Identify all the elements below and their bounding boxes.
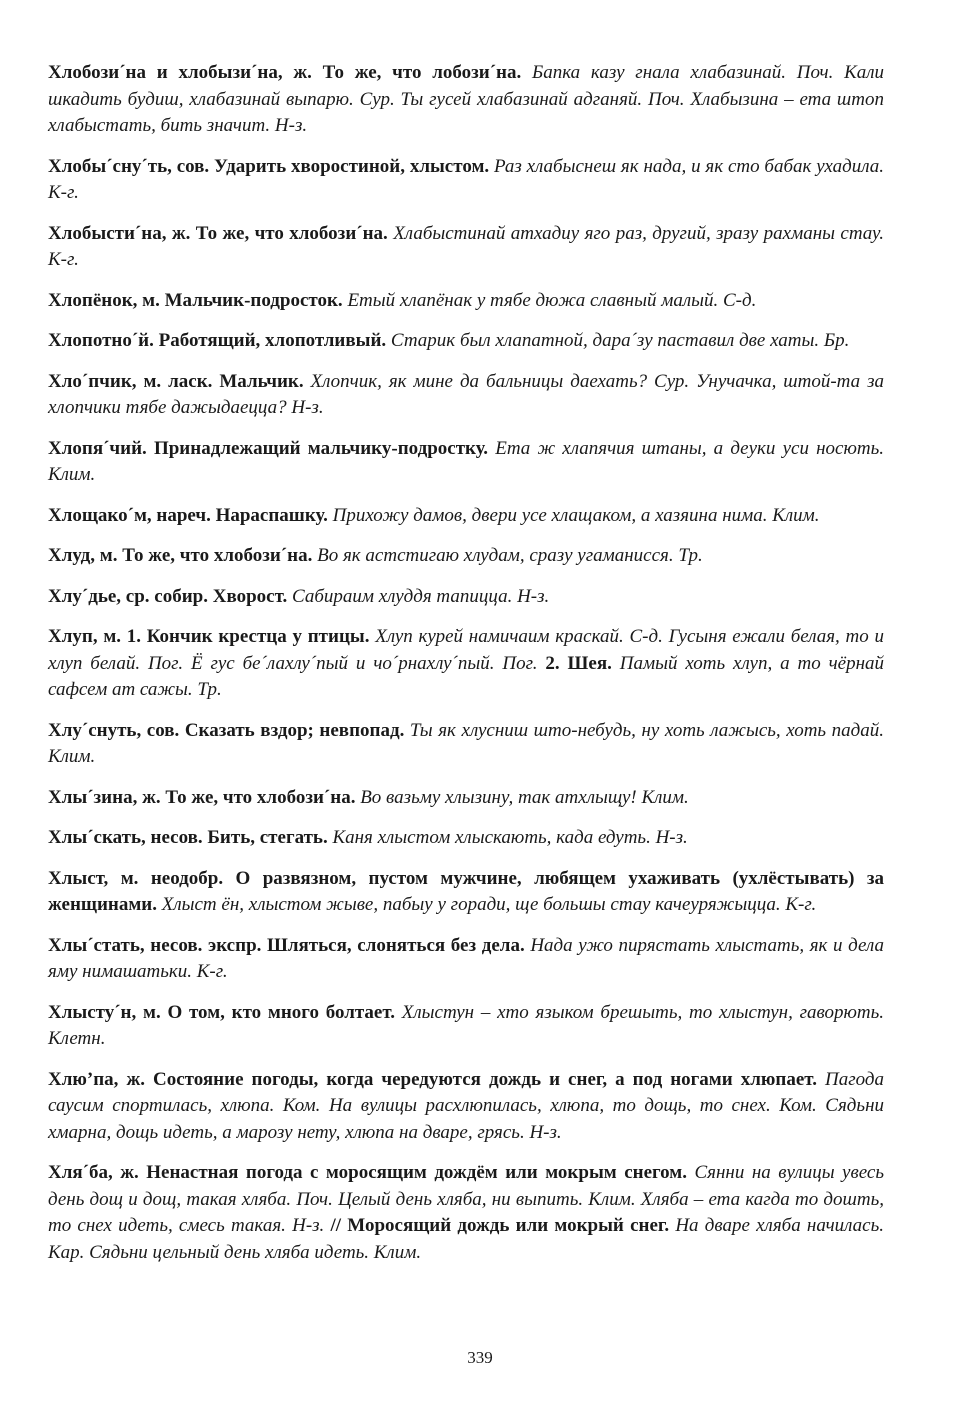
entry-headword-definition: Хлуп, м. 1. Кончик крестца у птицы. xyxy=(48,626,376,647)
entry-headword-definition: 2. Шея. xyxy=(545,652,620,674)
entry-headword-definition: Хля´ба, ж. Ненастная погода с моросящим дождём или мокрым снегом. xyxy=(48,1162,695,1183)
entry-example: Ты як хлусниш што-небудь, ну хоть лажысь, хоть падай. Клим. xyxy=(48,719,884,767)
entry-headword-definition: Хлю’па, ж. Состояние погоды, когда чередуются дождь и снег, а под ногами хлюпает. xyxy=(48,1068,825,1090)
entry-example: Во вазьму хлызину, так атхлыщу! Клим. xyxy=(360,786,689,808)
dictionary-entry xyxy=(48,624,884,704)
dictionary-entry xyxy=(48,288,884,315)
dictionary-entry xyxy=(48,436,884,489)
dictionary-entry xyxy=(48,154,884,207)
entry-headword-definition: Хлу´дье, ср. собир. Хворост. xyxy=(48,585,293,607)
dictionary-entry xyxy=(48,584,884,611)
dictionary-entry xyxy=(48,221,884,274)
dictionary-entry xyxy=(48,369,884,422)
dictionary-entry xyxy=(48,718,884,771)
entry-example: Сянни на вулицы увесь день дощ и дощ, такая хляба. Поч. Целый день хляба, ни выпить. Клим. Хляба – ета кагда то дошть, то снех идеть, смесь такая. Н-з. xyxy=(48,1162,884,1236)
entry-headword-definition: // Моросящий дождь или мокрый снег. xyxy=(330,1215,676,1236)
dictionary-entry xyxy=(48,328,884,355)
entry-example: Пагода саусим спортилась, хлюпа. Ком. На вулицы расхлюпилась, хлюпа, то дощь, то снех. Ком. Сядьни хмарна, дощь идеть, а марозу нету, хлюпа на дваре, грясь. Н-з. xyxy=(48,1068,884,1143)
entry-example: Хлыстун – хто языком брешыть, то хлыстун, гаворють. Клетн. xyxy=(48,1001,884,1049)
entry-headword-definition: Хлопотно´й. Работящий, хлопотливый. xyxy=(48,330,391,351)
dictionary-entry xyxy=(48,825,884,852)
dictionary-page xyxy=(48,60,884,1280)
entry-example: Прихожу дамов, двери усе хлащаком, а хазяина нима. Клим. xyxy=(332,504,820,526)
entry-headword-definition: Хлы´стать, несов. экспр. Шляться, слоняться без дела. xyxy=(48,934,531,956)
dictionary-entry xyxy=(48,60,884,140)
entry-example: Во як астстигаю хлудам, сразу угаманисся. Тр. xyxy=(317,545,703,566)
entry-headword-definition: Хлобысти´на, ж. То же, что хлобози´на. xyxy=(48,222,394,244)
dictionary-entry xyxy=(48,1067,884,1147)
entry-example: Памый хоть хлуп, а то чёрнай сафсем ат сажы. Тр. xyxy=(48,652,885,700)
entry-example: Етый хлапёнак у тябе дюжа славный малый. С-д. xyxy=(347,289,757,311)
entry-example: Сабираим хлуддя тапицца. Н-з. xyxy=(292,585,550,607)
entry-headword-definition: Хлу´снуть, сов. Сказать вздор; невпопад. xyxy=(48,719,410,741)
entry-headword-definition: Хлобози´на и хлобызи´на, ж. То же, что лобози´на. xyxy=(48,62,533,83)
entry-example: Хлабыстинай атхадиу яго раз, другий, зразу рахманы стау. К-г. xyxy=(48,222,885,270)
entry-headword-definition: Хлобы´сну´ть, сов. Ударить хворостиной, хлыстом. xyxy=(48,155,494,177)
dictionary-entry xyxy=(48,866,884,919)
entry-example: Ета ж хлапячия штаны, а деуки уси носють. Клим. xyxy=(48,437,884,485)
dictionary-entries xyxy=(48,60,884,1266)
entry-headword-definition: Хлопя´чий. Принадлежащий мальчику-подростку. xyxy=(48,437,496,459)
entry-example: Старик был хлапатной, дара´зу паставил две хаты. Бр. xyxy=(390,330,850,351)
entry-headword-definition: Хлопёнок, м. Мальчик-подросток. xyxy=(48,289,348,311)
dictionary-entry xyxy=(48,933,884,986)
dictionary-entry xyxy=(48,1000,884,1053)
entry-example: Нада ужо пирястать хлыстать, як и дела яму нимашатьки. К-г. xyxy=(48,934,884,982)
entry-example: На дваре хляба начилась. Кар. Сядьни цельный день хляба идеть. Клим. xyxy=(48,1215,884,1263)
entry-headword-definition: Хлощако´м, нареч. Нараспашку. xyxy=(48,504,333,526)
entry-headword-definition: Хлыст, м. неодобр. О развязном, пустом мужчине, любящем ухаживать (ухлёстывать) за женщинами. xyxy=(48,867,884,915)
entry-headword-definition: Хлы´зина, ж. То же, что хлобози´на. xyxy=(48,786,361,808)
entry-example: Хлыст ён, хлыстом жыве, пабыу у горади, ще большы стау качеуряжыцца. К-г. xyxy=(161,894,817,915)
entry-headword-definition: Хлуд, м. То же, что хлобози´на. xyxy=(48,545,318,566)
dictionary-entry xyxy=(48,543,884,570)
entry-example: Хлуп курей намичаим краскай. С-д. Гусыня ежали белая, то и хлуп белай. Пог. Ё гус бе´лахлу´пый и чо´рнахлу´пый. Пог. xyxy=(48,626,884,674)
dictionary-entry xyxy=(48,503,884,530)
dictionary-entry xyxy=(48,1160,884,1266)
entry-example: Хлопчик, як мине да бальницы даехать? Сур. Унучачка, штой-та за хлопчики тябе дажыдаецца? Н-з. xyxy=(48,370,884,418)
entry-example: Каня хлыстом хлыскають, када едуть. Н-з. xyxy=(332,827,688,848)
entry-example: Раз хлабыснеш як нада, и як сто бабак ухадила. К-г. xyxy=(48,155,884,203)
entry-headword-definition: Хло´пчик, м. ласк. Мальчик. xyxy=(48,370,311,392)
dictionary-entry xyxy=(48,785,884,812)
page-number: 339 xyxy=(467,1348,493,1367)
entry-headword-definition: Хлысту´н, м. О том, кто много болтает. xyxy=(48,1001,402,1023)
entry-headword-definition: Хлы´скать, несов. Бить, стегать. xyxy=(48,827,333,848)
entry-example: Бапка казу гнала хлабазинай. Поч. Кали шкадить будиш, хлабазинай выпарю. Сур. Ты гусей хлабазинай адганяй. Поч. Хлабызина – ета штоп хлабыстать, бить значит. Н-з. xyxy=(48,62,884,136)
